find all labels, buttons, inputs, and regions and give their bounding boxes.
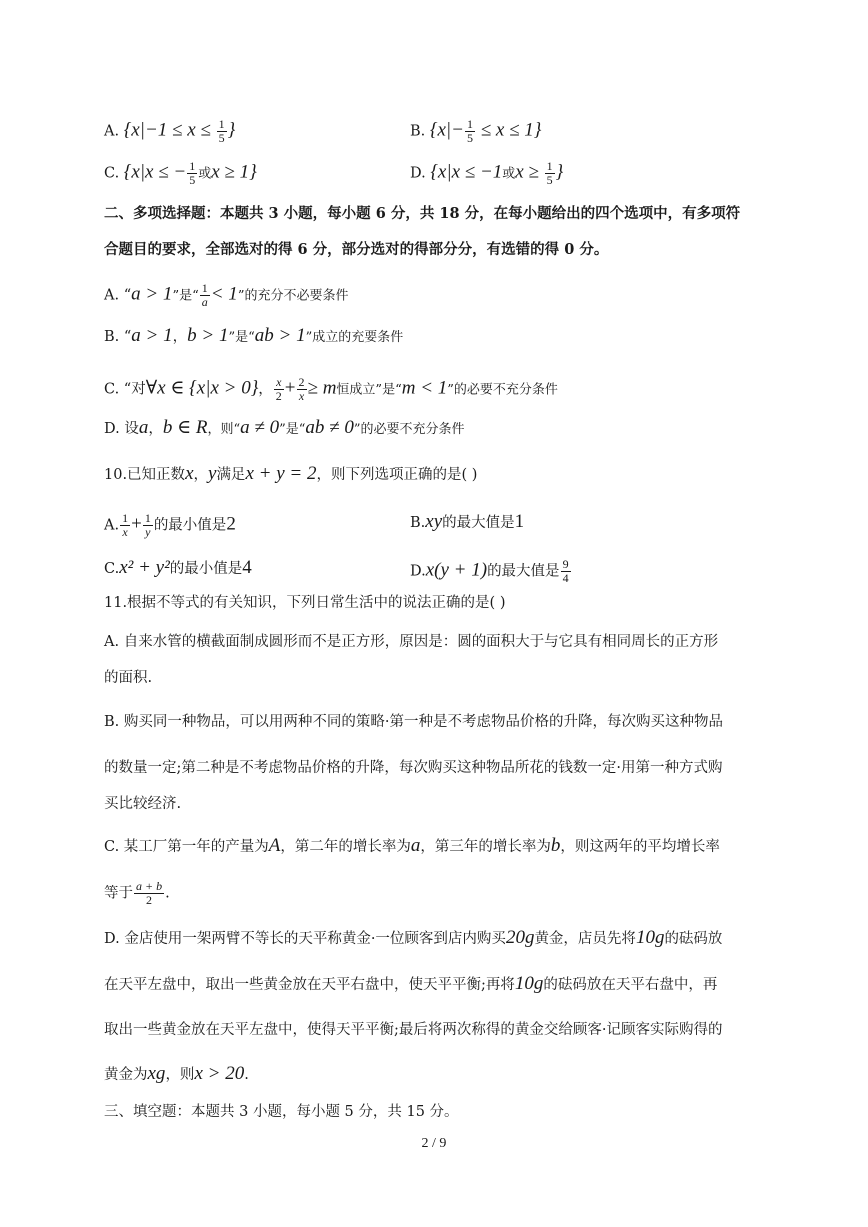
math-expr: 20g: [505, 927, 535, 948]
option-label: A.: [104, 517, 120, 534]
option-label: C. “对: [104, 381, 146, 398]
text: ，: [258, 381, 273, 398]
text: 在天平左盘中，取出一些黄金放在天平右盘中，使天平平衡;再将: [104, 977, 515, 993]
frac-den: 5: [466, 131, 473, 145]
q11-a-line1: A. 自来水管的横截面制成圆形而不是正方形，原因是：圆的面积大于与它具有相同周长的正方形: [104, 634, 719, 650]
frac-num: 1: [201, 281, 208, 295]
math-expr: A: [268, 835, 281, 856]
fraction: [561, 558, 571, 585]
math-expr: m < 1: [401, 377, 448, 399]
q11-stem: 11.根据不等式的有关知识，下列日常生活中的说法正确的是( ): [104, 595, 506, 611]
text: ”是“: [279, 422, 306, 437]
q8-option-c: [104, 160, 257, 187]
frac-den: 5: [218, 131, 225, 145]
frac-den: a: [201, 295, 208, 309]
frac-den: 2: [146, 893, 153, 907]
q11-d-line4: [104, 1064, 249, 1085]
frac-den: x: [298, 389, 305, 403]
option-label: C.: [104, 165, 120, 182]
math-expr: b ∈ R: [162, 417, 208, 438]
text: ，: [148, 421, 163, 437]
option-label: B. “: [104, 329, 132, 345]
text: 黄金为: [104, 1067, 148, 1083]
option-label: D. 设: [104, 421, 139, 437]
fraction: [545, 160, 555, 187]
text: ”的必要不充分条件: [447, 382, 558, 398]
option-label: B.: [410, 123, 426, 140]
q11-a-line2: 的面积.: [104, 670, 153, 686]
text: ”的必要不充分条件: [353, 422, 465, 437]
q11-c-line2: [104, 880, 170, 907]
text: ，则这两年的平均增长率: [560, 839, 720, 855]
option-label: B.: [410, 515, 426, 531]
math-expr: ∀x ∈ {x|x > 0}: [145, 377, 259, 399]
fraction: [143, 512, 153, 539]
math-expr: 10g: [635, 927, 665, 948]
section2-line2: 合题目的要求，全部选对的得 6 分，部分选对的得部分分，有选错的得 0 分。: [104, 241, 609, 258]
math-expr: {x|x ≤ −1: [430, 161, 503, 183]
or-text: 或: [502, 166, 516, 182]
q11-d-line3: 取出一些黄金放在天平左盘中，使得天平平衡;最后将两次称得的黄金交给顾客·记顾客实际购得的: [104, 1022, 723, 1038]
text: C. 某工厂第一年的产量为: [104, 839, 269, 855]
text: 等于: [104, 885, 133, 902]
math-expr: xg: [147, 1063, 166, 1084]
frac-num: 1: [144, 511, 151, 525]
fraction: [187, 160, 197, 187]
q8-option-b: [410, 118, 541, 145]
math-expr: {x|−1 ≤ x ≤: [123, 119, 216, 141]
text: ”的充分不必要条件: [237, 288, 349, 304]
text: ，第二年的增长率为: [280, 839, 411, 855]
text: 10.已知正数: [104, 467, 186, 483]
math-expr: ab ≠ 0: [305, 417, 354, 438]
fraction: [134, 880, 164, 907]
fraction: [297, 376, 307, 403]
frac-den: y: [145, 525, 151, 539]
math-expr: a: [138, 417, 149, 438]
math-expr: x ≥: [515, 161, 544, 183]
math-expr: b: [550, 835, 561, 856]
q11-b-line2: 的数量一定;第二种是不考虑物品价格的升降，每次购买这种物品所花的钱数一定·用第一种方式购: [104, 760, 723, 776]
text: ”是“: [172, 288, 199, 304]
section3-heading: 三、填空题：本题共 3 小题，每小题 5 分，共 15 分。: [104, 1104, 459, 1120]
frac-num: 1: [546, 159, 553, 173]
q11-d-line2: [104, 974, 717, 995]
frac-num: 1: [218, 117, 225, 131]
q9-option-d: [104, 418, 464, 440]
math-expr: < 1: [210, 283, 238, 305]
math-expr: +: [284, 377, 296, 399]
q11-d-line1: [104, 928, 722, 949]
frac-den: 5: [546, 173, 553, 187]
text: ，则: [165, 1067, 195, 1083]
q9-option-a: [104, 282, 348, 309]
math-expr: y: [208, 463, 217, 484]
text: ，: [193, 467, 208, 483]
fraction: [465, 118, 475, 145]
text: ，则“: [207, 422, 241, 437]
math-expr: }: [555, 161, 564, 183]
math-expr: 4: [242, 557, 252, 578]
math-expr: ab > 1: [254, 325, 306, 346]
text: 的最大值是: [487, 563, 560, 580]
text: 的最小值是: [153, 517, 227, 534]
math-expr: ≤ x ≤ 1}: [475, 119, 542, 141]
q10-option-c: [104, 558, 252, 579]
q9-option-b: [104, 326, 403, 348]
option-label: D.: [410, 563, 426, 580]
math-expr: x ≥ 1}: [211, 161, 257, 183]
option-label: C.: [104, 561, 120, 577]
q11-c-line1: [104, 836, 720, 857]
math-expr: +: [131, 513, 142, 535]
math-expr: a > 1: [131, 325, 173, 346]
q10-option-b: [410, 512, 524, 533]
q8-option-d: [410, 160, 563, 187]
text: ，则下列选项正确的是( ): [316, 467, 478, 483]
q10-option-d: [410, 558, 572, 585]
option-label: A.: [104, 123, 120, 140]
math-expr: x + y = 2: [245, 463, 317, 484]
text: 黄金，店员先将: [534, 931, 636, 947]
text: 的最大值是: [442, 515, 515, 531]
fraction: [274, 376, 284, 403]
math-expr: ≥ m: [307, 377, 337, 399]
frac-num: x: [274, 376, 284, 390]
frac-den: 4: [562, 571, 569, 585]
math-expr: {x|−: [429, 119, 464, 141]
frac-num: 1: [189, 159, 196, 173]
math-expr: x: [185, 463, 194, 484]
math-expr: b > 1: [187, 325, 229, 346]
or-text: 或: [198, 166, 212, 182]
section2-line1: 二、多项选择题：本题共 3 小题，每小题 6 分，共 18 分，在每小题给出的四个选项中，有多项符: [104, 205, 741, 222]
math-expr: 10g: [514, 973, 544, 994]
text: 满足: [216, 467, 246, 483]
fraction: [120, 512, 130, 539]
frac-den: 5: [189, 173, 196, 187]
text: .: [165, 885, 170, 902]
q10-option-a: [104, 512, 236, 539]
text: ”成立的充要条件: [305, 330, 404, 345]
text: 的砝码放: [664, 931, 723, 947]
frac-den: 2: [275, 389, 282, 403]
math-expr: 1: [514, 511, 525, 532]
text: 恒成立”是“: [336, 382, 402, 398]
math-expr: x(y + 1): [425, 559, 488, 581]
math-expr: x² + y²: [119, 557, 170, 578]
option-label: D.: [410, 165, 426, 182]
fraction: [200, 282, 210, 309]
math-expr: a > 1: [131, 283, 173, 305]
text: D. 金店使用一架两臂不等长的天平称黄金·一位顾客到店内购买: [104, 931, 506, 947]
frac-num: 1: [122, 511, 129, 525]
frac-num: a + b: [136, 879, 163, 893]
option-label: A. “: [104, 287, 132, 304]
text: .: [244, 1067, 249, 1083]
page-number: 2 / 9: [421, 1136, 447, 1151]
q9-option-c: [104, 376, 558, 403]
q11-b-line1: B. 购买同一种物品，可以用两种不同的策略·第一种是不考虑物品价格的升降，每次购买这种物品: [104, 714, 723, 730]
frac-num: 1: [466, 117, 473, 131]
math-expr: a ≠ 0: [240, 417, 280, 438]
text: 的最小值是: [169, 561, 243, 577]
frac-num: 9: [562, 557, 569, 571]
text: ”是“: [228, 330, 255, 345]
frac-den: x: [122, 525, 128, 539]
fraction: [217, 118, 227, 145]
math-expr: x > 20: [194, 1063, 245, 1084]
q10-stem: [104, 464, 477, 485]
math-expr: {x|x ≤ −: [123, 161, 187, 183]
frac-num: 2: [298, 375, 305, 389]
math-expr: }: [227, 119, 236, 141]
math-expr: xy: [425, 511, 443, 532]
text: ，: [172, 329, 188, 345]
q11-b-line3: 买比较经济.: [104, 796, 182, 812]
q8-option-a: [104, 118, 235, 145]
math-expr: a: [410, 835, 421, 856]
math-expr: 2: [226, 513, 236, 535]
text: ，第三年的增长率为: [420, 839, 551, 855]
text: 的砝码放在天平右盘中，再: [543, 977, 718, 993]
